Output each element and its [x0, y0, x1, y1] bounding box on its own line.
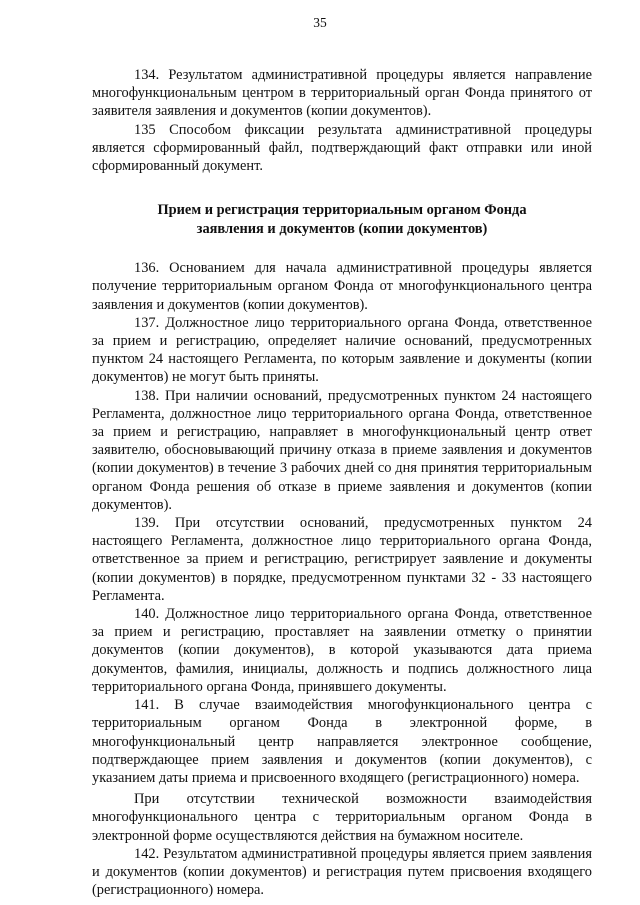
paragraph-141-continued: При отсутствии технической возможности взаимодействия многофункционального центра с территориальным органом Фонда в электронной форме осуществляются действия на бумажном носителе.	[92, 791, 592, 844]
page-number: 35	[313, 15, 327, 30]
paragraph-137: 137. Должностное лицо территориального органа Фонда, ответственное за прием и регистрацию, определяет наличие оснований, предусмотренных пунктом 24 настоящего Регламента, по которым заявление и документы (копии документов) не могут быть приняты.	[92, 314, 592, 386]
paragraph-141: 141. В случае взаимодействия многофункционального центра с территориальным органом Фонда в электронной форме, в многофункциональный центр направляется электронное сообщение, подтверждающее прием заявления и документов (копии документов), с указанием даты приема и присвоенного входящего (регистрационного) номера.	[92, 697, 592, 786]
paragraph-138: 138. При наличии оснований, предусмотренных пунктом 24 настоящего Регламента, должностное лицо территориального органа Фонда, ответственное за прием и регистрацию, направляет в многофункциональный центр ответ заявителю, обосновывающий причину отказа в приеме заявления и документов (копии документов) в течение 3 рабочих дней со дня принятия территориальным органом Фонда решения об отказе в приеме заявления и документов (копии документов).	[92, 387, 592, 513]
section-heading-line-2: заявления и документов (копии документов)	[196, 221, 488, 238]
document-body	[92, 66, 592, 899]
paragraph-142: 142. Результатом административной процедуры является прием заявления и документов (копии документов) и регистрация путем присвоения входящего (регистрационного) номера.	[92, 845, 592, 899]
paragraph-136: 136. Основанием для начала административной процедуры является получение территориальным органом Фонда от многофункционального центра заявления и документов (копии документов).	[92, 260, 592, 313]
paragraph-134: 134. Результатом административной процедуры является направление многофункциональным центром в территориальный орган Фонда принятого от заявителя заявления и документов (копии документов).	[92, 67, 592, 120]
paragraph-139: 139. При отсутствии оснований, предусмотренных пунктом 24 настоящего Регламента, должностное лицо территориального органа Фонда, ответственное за прием и регистрацию, регистрирует заявление и документы (копии документов) в порядке, предусмотренном пунктами 32 - 33 настоящего Регламента.	[92, 515, 592, 604]
paragraph-135: 135 Способом фиксации результата административной процедуры является сформированный файл, подтверждающий факт отправки или иной сформированный документ.	[92, 121, 592, 175]
section-heading	[92, 201, 592, 239]
section-heading-line-1: Прием и регистрация территориальным органом Фонда	[157, 202, 527, 219]
paragraph-140: 140. Должностное лицо территориального органа Фонда, ответственное за прием и регистрацию, проставляет на заявлении отметку о принятии документов (копии документов), в которой указываются дата приема документов, фамилия, инициалы, должность и подпись должностного лица территориального органа Фонда, принявшего документы.	[92, 606, 592, 695]
